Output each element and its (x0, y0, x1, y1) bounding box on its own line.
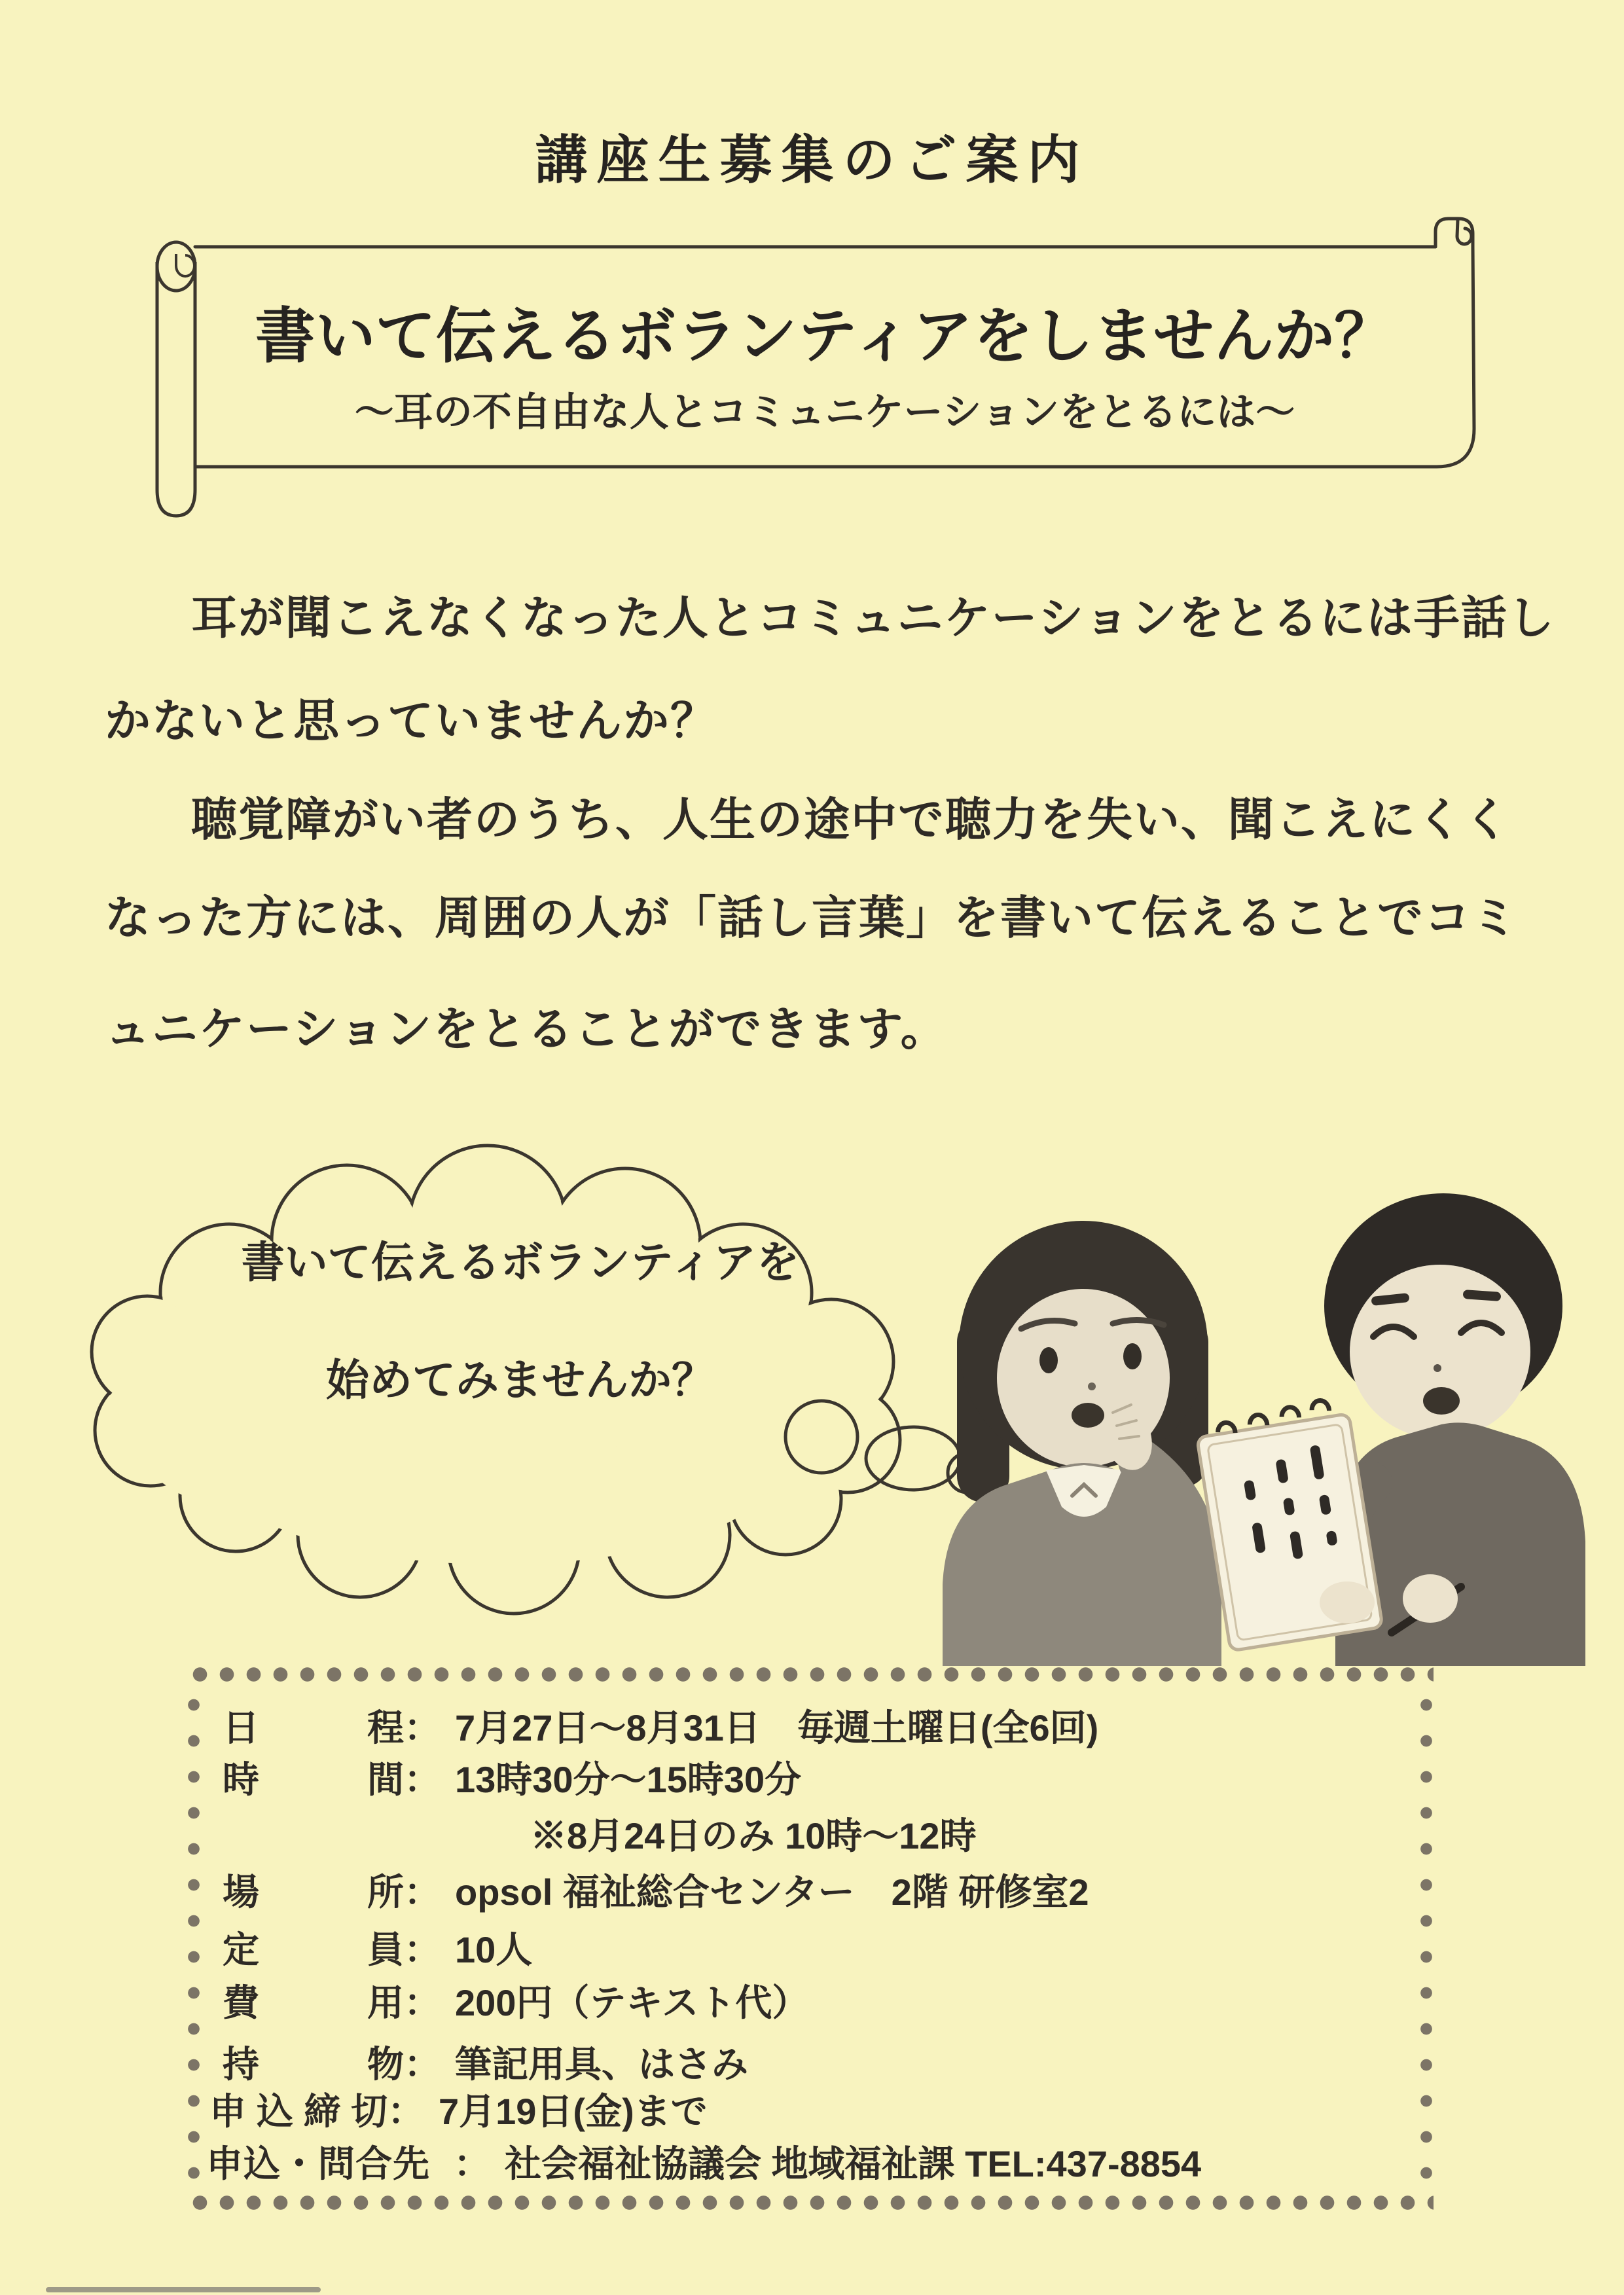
man-left-hand (1320, 1581, 1375, 1623)
intro-line-5: ュニケーションをとることができます。 (105, 1003, 948, 1055)
details-row-fee (187, 1974, 1434, 2027)
man-right-hand (1403, 1574, 1458, 1623)
details-row-value: ※8月24日のみ 10時～12時 (530, 1815, 977, 1856)
details-row-value: 筆記用具、はさみ (455, 2044, 748, 2085)
details-row-label: 日程 (223, 1707, 404, 1748)
intro-line-1: 耳が聞こえなくなった人とコミュニケーションをとるには手話し (144, 592, 1555, 643)
woman-figure (943, 1221, 1221, 1666)
details-row-capacity (187, 1921, 1434, 1974)
details-row-label: 持物 (223, 2044, 404, 2085)
intro-line-2: かないと思っていませんか？ (105, 695, 717, 746)
details-row-schedule (187, 1699, 1434, 1752)
details-row-label: 定員 (223, 1929, 404, 1970)
details-row-label: 申込締切 (209, 2091, 388, 2132)
details-row-label: 場所 (223, 1871, 404, 1913)
details-row-value: 13時30分～15時30分 (455, 1759, 802, 1800)
thought-bubble-line-2: 始めてみませんか？ (326, 1356, 715, 1404)
details-row-label: 費用 (223, 1982, 404, 2023)
details-row-value: 7月27日～8月31日 毎週土曜日(全6回) (455, 1707, 1099, 1748)
thought-bubble-line-1: 書いて伝えるボランティアを (241, 1238, 800, 1286)
details-row-deadline (187, 2083, 1434, 2135)
banner-subheading: ～耳の不自由な人とコミュニケーションをとるには～ (354, 390, 1295, 434)
details-row-value: 社会福祉協議会 地域福祉課 TEL:437-8854 (505, 2143, 1202, 2184)
banner-heading: 書いて伝えるボランティアをしませんか？ (255, 303, 1395, 370)
dotted-border-top (187, 1666, 1434, 1683)
details-row-value: opsol 福祉総合センター 2階 研修室2 (455, 1871, 1089, 1913)
details-box (187, 1666, 1434, 2211)
intro-line-4: なった方には、周囲の人が「話し言葉」を書いて伝えることでコミ (105, 892, 1519, 943)
page-title: 講座生募集のご案内 (535, 131, 1089, 189)
details-row-time (187, 1751, 1434, 1803)
details-row-separator: ： (404, 1871, 441, 1913)
details-row-separator: ： (404, 2044, 441, 2085)
details-row-place (187, 1864, 1434, 1916)
details-row-separator: ： (388, 2091, 424, 2132)
dotted-border-bottom (187, 2194, 1434, 2211)
details-row-contact (187, 2135, 1434, 2188)
details-row-items (187, 2036, 1434, 2088)
details-row-separator: ： (404, 1707, 441, 1748)
details-row-label: 申込・問合先 (206, 2143, 430, 2184)
intro-line-3: 聴覚障がい者のうち、人生の途中で聴力を失い、聞こえにくく (144, 794, 1511, 845)
details-row-separator: ： (404, 1929, 441, 1970)
scroll-left-roll (157, 242, 195, 516)
details-row-value: 7月19日(金)まで (439, 2091, 708, 2132)
details-row-separator: ： (404, 1759, 441, 1800)
details-row-value: 200円（テキスト代） (455, 1982, 809, 2023)
details-row-label: 時間 (223, 1759, 404, 1800)
details-row-separator: ： (454, 2143, 490, 2184)
details-row-separator: ： (404, 1982, 441, 2023)
details-row-time-note (187, 1807, 1434, 1860)
details-row-value: 10人 (455, 1929, 533, 1970)
scan-edge-artifact (46, 2287, 321, 2292)
